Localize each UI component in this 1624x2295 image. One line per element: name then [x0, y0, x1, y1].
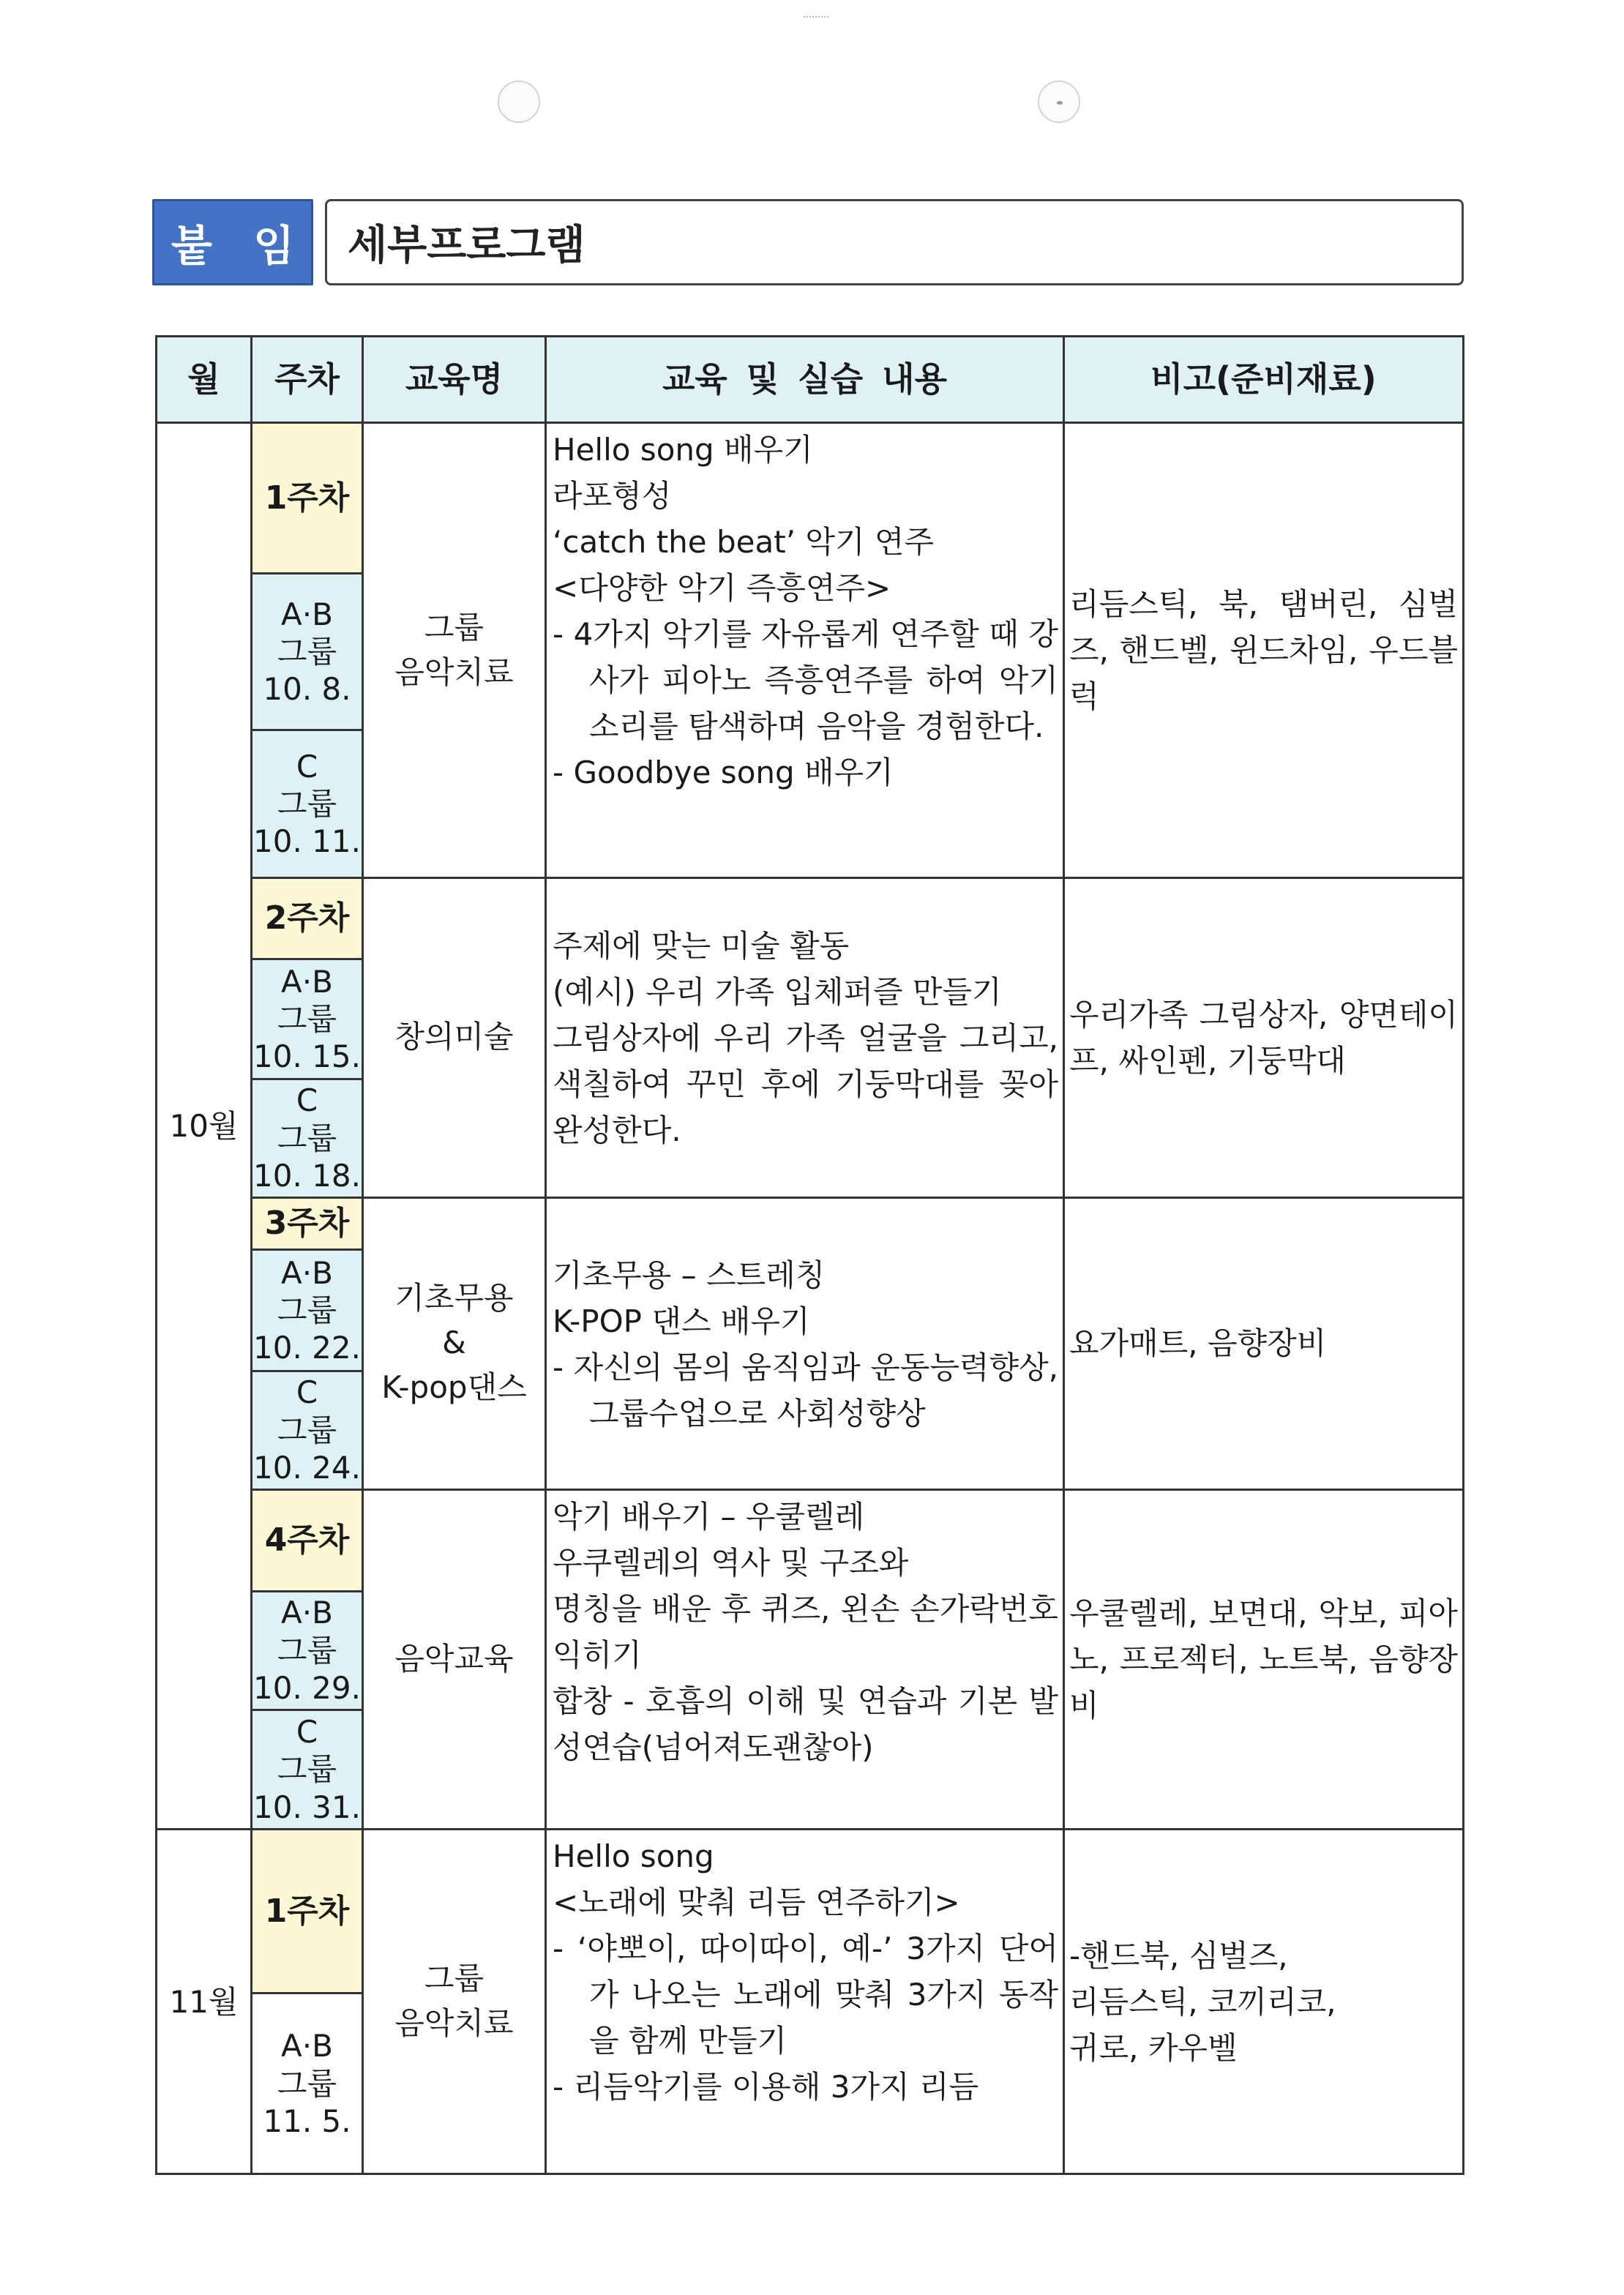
- group-label: A·B: [281, 2028, 333, 2064]
- group-label: 그룹: [277, 2065, 337, 2102]
- program-name-cell: [363, 1197, 546, 1489]
- materials-cell: 요가매트, 음향장비: [1064, 1197, 1464, 1489]
- program-name-cell: 창의미술: [363, 878, 546, 1197]
- program-name-cell: 음악교육: [363, 1489, 546, 1830]
- content-paragraph: 합창 - 호흡의 이해 및 연습과 기본 발성연습(넘어져도괜찮아): [553, 1682, 1058, 1765]
- materials-line: -핸드북, 심벌즈,: [1069, 1937, 1288, 1974]
- week-cell: 4주차: [252, 1489, 363, 1591]
- content-bullet: - 4가지 악기를 자유롭게 연주할 때 강사가 피아노 즉흥연주를 하여 악기 소리를 탐색하며 음악을 경험한다.: [553, 616, 1058, 744]
- program-name-cell: [363, 423, 546, 878]
- group-label: C: [296, 748, 318, 785]
- content-line: 라포형성: [553, 478, 672, 514]
- content-cell: [546, 423, 1064, 878]
- week-cell: 1주차: [252, 1830, 363, 1993]
- group-label: 그룹: [277, 1001, 337, 1038]
- content-line: ‘catch the beat’ 악기 연주: [553, 524, 935, 560]
- content-line: (예시) 우리 가족 입체퍼즐 만들기: [553, 974, 1002, 1011]
- attachment-badge: 붙 임: [152, 199, 313, 285]
- materials-line: 리듬스틱, 코끼리코,: [1069, 1983, 1336, 2020]
- group-label: C: [296, 1714, 318, 1751]
- program-name-line: 음악치료: [394, 654, 514, 690]
- content-line: <다양한 악기 즉흥연주>: [553, 570, 891, 606]
- materials-cell: 우쿨렐레, 보면대, 악보, 피아노, 프로젝터, 노트북, 음향장비: [1064, 1489, 1464, 1830]
- content-line: 기초무용 – 스트레칭: [553, 1257, 826, 1293]
- header-month: 월: [157, 337, 252, 423]
- group-label: 그룹: [277, 1120, 337, 1156]
- header-name: 교육명: [363, 337, 546, 423]
- content-bullet: - Goodbye song 배우기: [553, 755, 894, 790]
- program-name-line: 그룹: [424, 1961, 484, 1997]
- program-name-line: 기초무용: [394, 1280, 514, 1317]
- group-label: 그룹: [277, 634, 337, 670]
- program-name-line: &: [442, 1325, 466, 1361]
- materials-cell: [1064, 1830, 1464, 2174]
- page-title: 세부프로그램: [325, 199, 1464, 285]
- group-date-cell: [252, 1993, 363, 2174]
- group-date-cell: [252, 730, 363, 878]
- content-bullet: - ‘야뽀이, 따이따이, 예-’ 3가지 단어가 나오는 노래에 맞춰 3가지 동작을 함께 만들기: [553, 1931, 1058, 2059]
- header-note: 비고(준비재료): [1064, 337, 1464, 423]
- content-line: 우쿠렐레의 역사 및 구조와: [553, 1544, 909, 1581]
- content-line: 악기 배우기 – 우쿨렐레: [553, 1498, 865, 1535]
- group-label: 그룹: [277, 1751, 337, 1788]
- program-name-line: 그룹: [424, 609, 484, 645]
- content-line: K-POP 댄스 배우기: [553, 1303, 810, 1339]
- content-cell: [546, 878, 1064, 1197]
- group-date-cell: [252, 1710, 363, 1830]
- content-line: Hello song 배우기: [553, 432, 813, 468]
- program-name-cell: [363, 1830, 546, 2174]
- content-paragraph: 그림상자에 우리 가족 얼굴을 그리고, 색칠하여 꾸민 후에 기둥막대를 꽂아 완성한다.: [553, 1020, 1058, 1149]
- group-date-cell: [252, 574, 363, 730]
- punch-hole-right: [1038, 81, 1080, 123]
- program-name-line: K-pop댄스: [381, 1369, 527, 1406]
- group-date-cell: [252, 1591, 363, 1710]
- week-cell: 2주차: [252, 878, 363, 959]
- week-cell: 3주차: [252, 1197, 363, 1250]
- week-cell: 1주차: [252, 423, 363, 574]
- group-date: 10. 22.: [253, 1330, 361, 1366]
- group-label: 그룹: [277, 1632, 337, 1669]
- materials-cell: 리듬스틱, 북, 탬버린, 심벌즈, 핸드벨, 윈드차임, 우드블럭: [1064, 423, 1464, 878]
- materials-cell: 우리가족 그림상자, 양면테이프, 싸인펜, 기둥막대: [1064, 878, 1464, 1197]
- group-label: A·B: [281, 963, 333, 1000]
- group-date: 10. 11.: [253, 823, 361, 860]
- month-cell: 11월: [157, 1830, 252, 2174]
- group-date: 10. 31.: [253, 1789, 361, 1825]
- table-row: [157, 878, 1464, 959]
- content-cell: [546, 1197, 1064, 1489]
- table-row: [157, 1489, 1464, 1591]
- group-date: 10. 18.: [253, 1157, 361, 1194]
- content-bullet: - 자신의 몸의 움직임과 운동능력향상, 그룹수업으로 사회성향상: [553, 1349, 1058, 1431]
- program-name-line: 음악치료: [394, 2005, 514, 2042]
- content-cell: [546, 1830, 1064, 2174]
- scan-mark: [804, 16, 828, 20]
- header-week: 주차: [252, 337, 363, 423]
- table-row: [157, 1830, 1464, 1993]
- header-content: 교육 및 실습 내용: [546, 337, 1064, 423]
- content-line: <노래에 맞춰 리듬 연주하기>: [553, 1884, 960, 1921]
- group-label: A·B: [281, 1254, 333, 1291]
- month-cell: 10월: [157, 423, 252, 1830]
- group-label: 그룹: [277, 786, 337, 823]
- content-line: Hello song: [553, 1838, 714, 1875]
- group-label: C: [296, 1082, 318, 1119]
- content-cell: [546, 1489, 1064, 1830]
- group-date-cell: [252, 959, 363, 1079]
- table-row: [157, 1197, 1464, 1250]
- group-date: 10. 15.: [253, 1038, 361, 1075]
- group-date-cell: [252, 1371, 363, 1489]
- group-date: 10. 29.: [253, 1669, 361, 1706]
- table-row: [157, 423, 1464, 574]
- program-table: [155, 335, 1464, 2175]
- group-label: 그룹: [277, 1292, 337, 1328]
- content-paragraph: 명칭을 배운 후 퀴즈, 왼손 손가락번호 익히기: [553, 1590, 1058, 1673]
- group-label: A·B: [281, 1595, 333, 1631]
- group-date: 10. 8.: [263, 671, 351, 708]
- group-label: A·B: [281, 596, 333, 632]
- group-date: 10. 24.: [253, 1449, 361, 1486]
- content-line: 주제에 맞는 미술 활동: [553, 928, 850, 965]
- materials-line: 귀로, 카우벨: [1069, 2029, 1238, 2066]
- content-bullet: - 리듬악기를 이용해 3가지 리듬: [553, 2069, 979, 2105]
- group-label: C: [296, 1374, 318, 1411]
- punch-hole-left: [498, 81, 540, 123]
- group-date-cell: [252, 1079, 363, 1197]
- group-date-cell: [252, 1250, 363, 1371]
- header-row: [157, 337, 1464, 423]
- group-label: 그룹: [277, 1412, 337, 1448]
- group-date: 11. 5.: [263, 2103, 351, 2139]
